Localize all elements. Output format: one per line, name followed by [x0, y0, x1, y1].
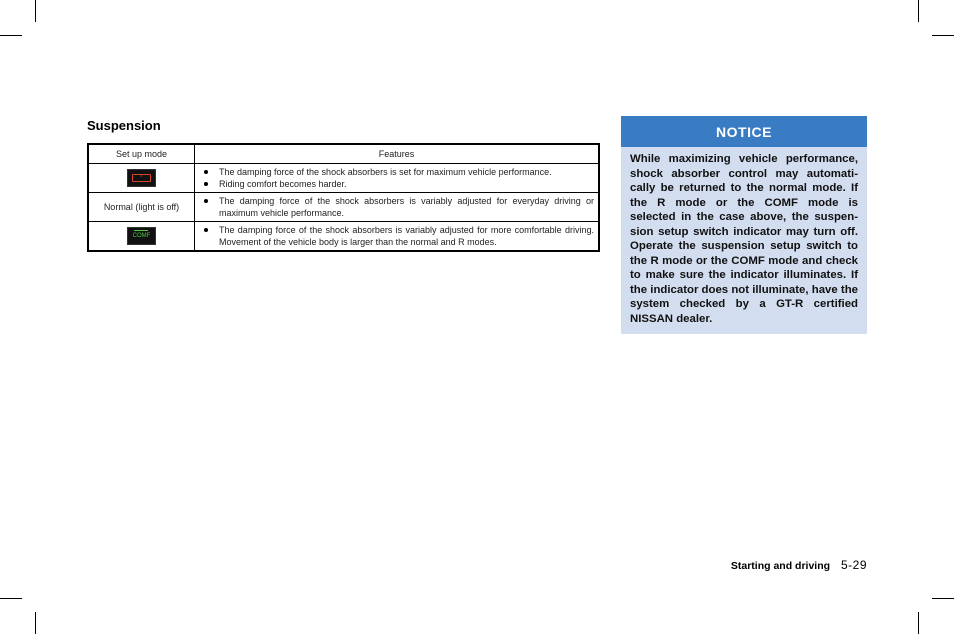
crop-mark	[918, 0, 919, 22]
comf-mode-indicator-icon	[127, 227, 156, 245]
notice-title: NOTICE	[621, 116, 867, 147]
features-cell	[195, 164, 600, 193]
feature-item: The damping force of the shock absorbers is variably adjusted for everyday driving or maximum vehicle performance.	[199, 195, 594, 219]
r-mode-indicator-label: R	[140, 174, 143, 178]
mode-cell	[88, 164, 195, 193]
page-number: 5-29	[840, 558, 867, 572]
crop-mark	[0, 598, 22, 599]
table-row	[88, 222, 599, 252]
feature-item: The damping force of the shock absorbers is variably adjusted for more comfortable driving. Movement of the vehicle body is larger than the normal and R modes.	[199, 224, 594, 248]
column-header-features: Features	[195, 144, 600, 164]
crop-mark	[918, 612, 919, 634]
notice-body: While maximizing vehicle performance, shock absorber control may automatically be returned to the normal mode. If the R mode or the COMF mode is selected in the case above, the suspension setup switch indicator may turn off. Operate the suspension setup switch to the R mode or the COMF mode and check to make sure the indicator illuminates. If the indicator does not illuminate, have the system checked by a GT-R certified NISSAN dealer.	[630, 153, 858, 325]
notice-box	[621, 116, 867, 334]
crop-mark	[932, 35, 954, 36]
feature-item: The damping force of the shock absorbers is set for maximum vehicle performance.	[199, 166, 594, 178]
crop-mark	[932, 598, 954, 599]
mode-cell	[88, 222, 195, 252]
features-cell	[195, 193, 600, 222]
r-mode-indicator-icon	[127, 169, 156, 187]
table-row	[88, 164, 599, 193]
table-row	[88, 193, 599, 222]
suspension-mode-table	[87, 143, 600, 252]
comf-mode-indicator-label: COMF	[132, 233, 151, 239]
footer-section-name: Starting and driving	[730, 560, 831, 572]
column-header-mode: Set up mode	[88, 144, 195, 164]
feature-item: Riding comfort becomes harder.	[199, 178, 594, 190]
mode-cell: Normal (light is off)	[88, 193, 195, 222]
section-title: Suspension	[87, 118, 161, 133]
crop-mark	[0, 35, 22, 36]
features-cell	[195, 222, 600, 252]
crop-mark	[35, 612, 36, 634]
page-footer	[731, 558, 867, 572]
crop-mark	[35, 0, 36, 22]
